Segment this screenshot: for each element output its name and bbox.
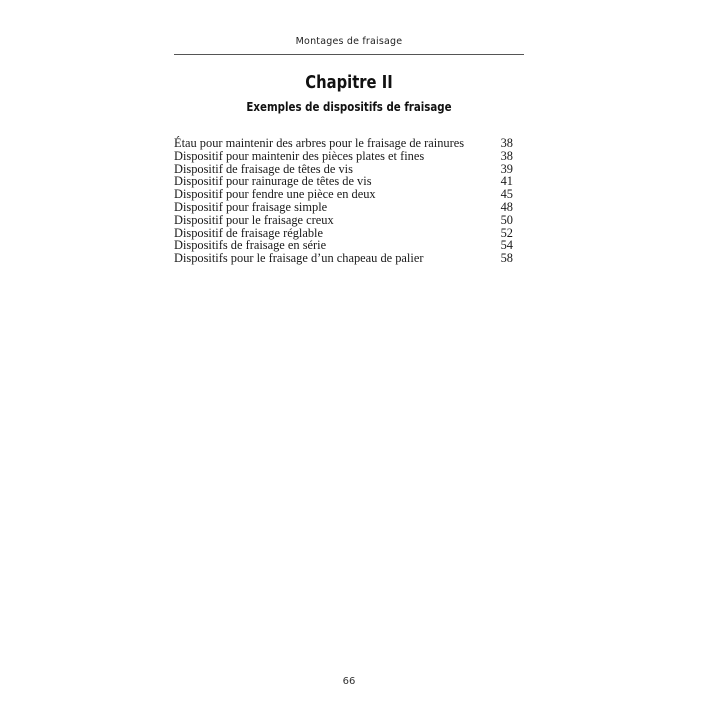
toc-entry[interactable]	[174, 201, 513, 214]
chapter-subtitle: Exemples de dispositifs de fraisage	[246, 99, 452, 114]
toc-entry-page: 41	[500, 174, 513, 189]
toc-entry-page: 54	[500, 238, 513, 253]
toc-entry-label: Étau pour maintenir des arbres pour le fraisage de rainures	[174, 136, 465, 150]
toc-entry-label: Dispositif pour maintenir des pièces plates et fines	[174, 148, 425, 163]
toc-entry[interactable]	[174, 214, 513, 227]
toc-entry-label: Dispositif de fraisage de têtes de vis	[174, 161, 353, 176]
toc-entry-label: Dispositif pour fendre une pièce en deux	[174, 187, 376, 202]
toc-entry[interactable]	[174, 150, 513, 163]
toc-entry-label: Dispositifs de fraisage en série	[174, 238, 327, 253]
toc-entry-page: 39	[500, 161, 513, 176]
toc-entry-label: Dispositif pour le fraisage creux	[174, 212, 334, 227]
toc-entry-label: Dispositif pour fraisage simple	[174, 199, 328, 214]
toc-entry-page: 48	[500, 199, 513, 214]
running-head: Montages de fraisage	[295, 36, 403, 47]
toc-entry-page: 45	[500, 187, 513, 202]
header-rule	[174, 54, 524, 55]
toc-entry-page: 50	[500, 212, 513, 227]
toc-entry-page: 38	[500, 136, 513, 150]
toc-entry-page: 58	[500, 251, 513, 266]
table-of-contents	[174, 137, 513, 265]
toc-entry-label: Dispositifs pour le fraisage d’un chapeau de palier	[174, 251, 424, 266]
toc-entry-label: Dispositif de fraisage réglable	[174, 225, 323, 240]
toc-entry-page: 52	[500, 225, 513, 240]
page-number: 66	[342, 676, 356, 687]
toc-entry-label: Dispositif pour rainurage de têtes de vis	[174, 174, 372, 189]
chapter-title: Chapitre II	[305, 72, 393, 93]
toc-entry-page: 38	[500, 148, 513, 163]
toc-entry[interactable]	[174, 252, 513, 265]
toc-entry[interactable]	[174, 137, 513, 150]
